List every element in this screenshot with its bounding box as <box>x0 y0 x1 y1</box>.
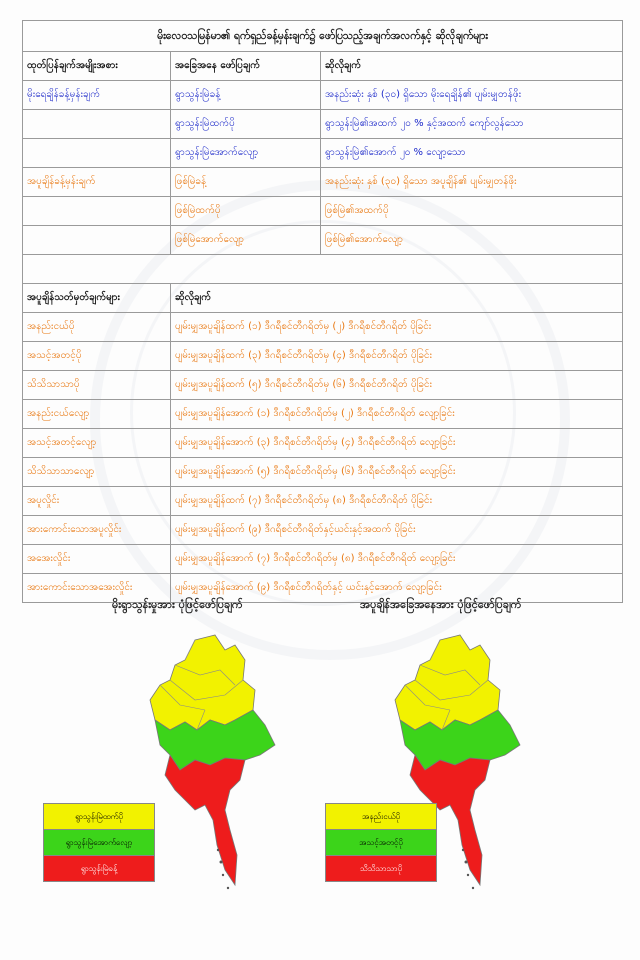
meaning-cell: ရွာသွန်းမြဲ၏အောက် ၂၀ % လျော့သော <box>321 139 623 168</box>
condition-cell: ရွာသွန်းမြဲထက်ပို <box>171 110 321 139</box>
table-row <box>23 487 623 516</box>
meaning-cell: ပျမ်းမျှအပူချိန်အောက် (၅) ဒီဂရီစင်တီဂရိတ်မှ (၆) ဒီဂရီစင်တီဂရိတ် လျော့ခြင်း <box>171 458 623 487</box>
condition-cell: ဖြစ်မြဲခန့် <box>171 168 321 197</box>
header-cell: အခြေအနေ ဖော်ပြချက် <box>171 52 321 81</box>
table-title-row <box>23 21 623 52</box>
empty-cell <box>23 139 171 168</box>
table-row <box>23 429 623 458</box>
table-header-row <box>23 52 623 81</box>
empty-cell <box>23 110 171 139</box>
condition-cell: ဖြစ်မြဲထက်ပို <box>171 197 321 226</box>
meaning-cell: ပျမ်းမျှအပူချိန်ထက် (၅) ဒီဂရီစင်တီဂရိတ်မှ (၆) ဒီဂရီစင်တီဂရိတ် ပိုခြင်း <box>171 371 623 400</box>
condition-cell: ရွာသွန်းမြဲအောက်လျော့ <box>171 139 321 168</box>
condition-cell: ရွာသွန်းမြဲခန့် <box>171 81 321 110</box>
temp-map-title: အပူချိန်အခြေအနေအား ပုံဖြင့်ဖော်ပြချက် <box>360 598 522 611</box>
definitions-table <box>22 20 623 603</box>
meaning-cell: ဖြစ်မြဲ၏အထက်ပို <box>321 197 623 226</box>
table-row <box>23 197 623 226</box>
rain-legend-above: ရွာသွန်းမြဲထက်ပို <box>44 804 154 830</box>
meaning-cell: ပျမ်းမျှအပူချိန်ထက် (၉) ဒီဂရီစင်တီဂရိတ်နှင့်ယင်းနှင့်အထက် ပိုခြင်း <box>171 516 623 545</box>
meaning-cell: ပျမ်းမျှအပူချိန်အောက် (၃) ဒီဂရီစင်တီဂရိတ်မှ (၄) ဒီဂရီစင်တီဂရိတ် လျော့ခြင်း <box>171 429 623 458</box>
meaning-cell: ပျမ်းမျှအပူချိန်အောက် (၉) ဒီဂရီစင်တီဂရိတ်နှင့် ယင်းနှင့်အောက် လျော့ခြင်း <box>171 574 623 603</box>
table-row <box>23 313 623 342</box>
meaning-cell: အနည်းဆုံး နှစ် (၃၀) ရှိသော မိုးရေချိန်၏ ပျမ်းမျှတန်ဖိုး <box>321 81 623 110</box>
table-row <box>23 226 623 255</box>
defs-header-row <box>23 284 623 313</box>
meaning-cell: ပျမ်းမျှအပူချိန်အောက် (၇) ဒီဂရီစင်တီဂရိတ်မှ (၈) ဒီဂရီစင်တီဂရိတ် လျော့ခြင်း <box>171 545 623 574</box>
spacer-cell <box>23 255 623 284</box>
term-cell: အသင့်အတင့်လျော့ <box>23 429 171 458</box>
table-row <box>23 400 623 429</box>
condition-cell: ဖြစ်မြဲအောက်လျော့ <box>171 226 321 255</box>
meaning-cell: အနည်းဆုံး နှစ် (၃၀) ရှိသော အပူချိန်၏ ပျမ်းမျှတန်ဖိုး <box>321 168 623 197</box>
term-cell: အပူလှိုင်း <box>23 487 171 516</box>
header-cell: ထုတ်ပြန်ချက်အမျိုးအစား <box>23 52 171 81</box>
table-row <box>23 110 623 139</box>
meaning-cell: ပျမ်းမျှအပူချိန်ထက် (၁) ဒီဂရီစင်တီဂရိတ်မှ (၂) ဒီဂရီစင်တီဂရိတ် ပိုခြင်း <box>171 313 623 342</box>
term-cell: သိသိသာသာလျော့ <box>23 458 171 487</box>
temp-legend <box>325 803 437 882</box>
table-title: မိုးလေဝသမြန်မာ၏ ရက်ရှည်ခန့်မှန်းချက်၌ ဖော်ပြသည့်အချက်အလက်နှင့် ဆိုလိုချက်များ <box>23 21 623 52</box>
header-cell: အပူချိန်သတ်မှတ်ချက်များ <box>23 284 171 313</box>
rain-legend <box>43 803 155 882</box>
header-cell: ဆိုလိုချက် <box>171 284 623 313</box>
meaning-cell: ပျမ်းမျှအပူချိန်ထက် (၃) ဒီဂရီစင်တီဂရိတ်မှ (၄) ဒီဂရီစင်တီဂရိတ် ပိုခြင်း <box>171 342 623 371</box>
meaning-cell: ရွာသွန်းမြဲ၏အထက် ၂၀ % နှင့်အထက် ကျော်လွန်သော <box>321 110 623 139</box>
table-row <box>23 168 623 197</box>
empty-cell <box>23 226 171 255</box>
temp-legend-slightly-above: အနည်းငယ်ပို <box>326 804 436 830</box>
table-row <box>23 81 623 110</box>
table-row <box>23 342 623 371</box>
table-row <box>23 545 623 574</box>
meaning-cell: ဖြစ်မြဲ၏အောက်လျော့ <box>321 226 623 255</box>
rain-legend-normal: ရွာသွန်းမြဲခန့် <box>44 856 154 881</box>
meaning-cell: ပျမ်းမျှအပူချိန်ထက် (၇) ဒီဂရီစင်တီဂရိတ်မှ (၈) ဒီဂရီစင်တီဂရိတ် ပိုခြင်း <box>171 487 623 516</box>
temp-legend-markedly-above: သိသိသာသာပို <box>326 856 436 881</box>
table-row <box>23 516 623 545</box>
header-cell: ဆိုလိုချက် <box>321 52 623 81</box>
rain-legend-below: ရွာသွန်းမြဲအောက်လျော့ <box>44 830 154 856</box>
temp-legend-moderately-above: အသင့်အတင့်ပို <box>326 830 436 856</box>
term-cell: သိသိသာသာပို <box>23 371 171 400</box>
table-row <box>23 139 623 168</box>
table-row <box>23 458 623 487</box>
meaning-cell: ပျမ်းမျှအပူချိန်အောက် (၁) ဒီဂရီစင်တီဂရိတ်မှ (၂) ဒီဂရီစင်တီဂရိတ် လျော့ခြင်း <box>171 400 623 429</box>
term-cell: အားကောင်းသောအအေးလှိုင်း <box>23 574 171 603</box>
rain-map <box>125 630 325 900</box>
rain-map-title: မိုးရွာသွန်းမှုအား ပုံဖြင့်ဖော်ပြချက် <box>112 598 243 611</box>
myanmar-map-rain <box>125 630 325 900</box>
term-cell: အနည်းငယ်ပို <box>23 313 171 342</box>
term-cell: အအေးလှိုင်း <box>23 545 171 574</box>
category-cell: အပူချိန်ခန့်မှန်းချက် <box>23 168 171 197</box>
term-cell: အနည်းငယ်လျော့ <box>23 400 171 429</box>
empty-cell <box>23 197 171 226</box>
table-row <box>23 371 623 400</box>
spacer-row <box>23 255 623 284</box>
term-cell: အားကောင်းသောအပူလှိုင်း <box>23 516 171 545</box>
term-cell: အသင့်အတင့်ပို <box>23 342 171 371</box>
category-cell: မိုးရေချိန်ခန့်မှန်းချက် <box>23 81 171 110</box>
